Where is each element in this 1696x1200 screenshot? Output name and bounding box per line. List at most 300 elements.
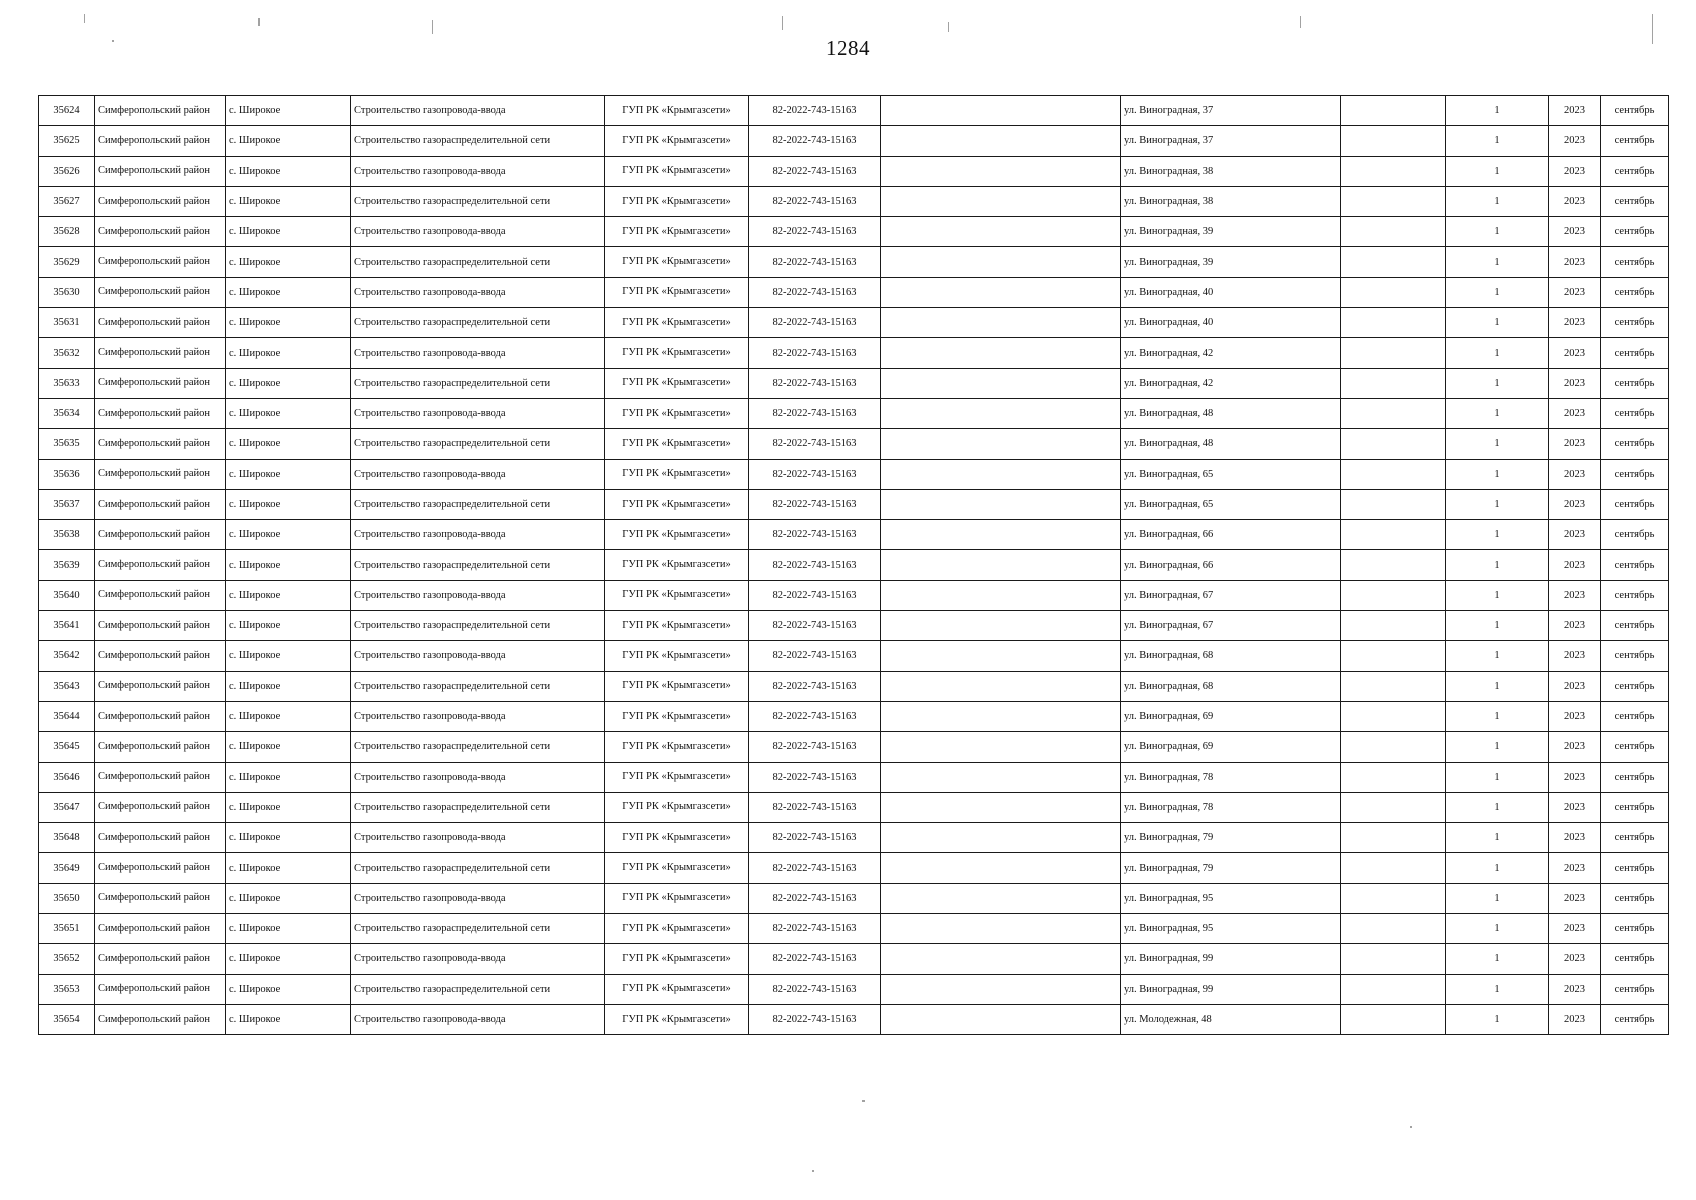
scan-speck: [112, 40, 114, 42]
row-number-cell: 35649: [39, 853, 95, 883]
registry-number-cell: 82-2022-743-15163: [749, 823, 881, 853]
row-number-cell: 35652: [39, 944, 95, 974]
village-cell: с. Широкое: [226, 671, 351, 701]
year-cell: 2023: [1549, 459, 1601, 489]
registry-number-cell: 82-2022-743-15163: [749, 550, 881, 580]
village-cell: с. Широкое: [226, 247, 351, 277]
empty-cell: [1341, 459, 1446, 489]
registry-number-cell: 82-2022-743-15163: [749, 96, 881, 126]
empty-cell: [881, 156, 1121, 186]
quantity-cell: 1: [1446, 459, 1549, 489]
village-cell: с. Широкое: [226, 580, 351, 610]
empty-cell: [881, 247, 1121, 277]
month-cell: сентябрь: [1601, 217, 1669, 247]
empty-cell: [1341, 580, 1446, 610]
table-row: [39, 186, 1669, 216]
scan-speck: [812, 1170, 814, 1172]
table-row: [39, 247, 1669, 277]
quantity-cell: 1: [1446, 398, 1549, 428]
village-cell: с. Широкое: [226, 550, 351, 580]
quantity-cell: 1: [1446, 732, 1549, 762]
year-cell: 2023: [1549, 156, 1601, 186]
address-cell: ул. Виноградная, 68: [1121, 671, 1341, 701]
organization-cell: ГУП РК «Крымгазсети»: [605, 429, 749, 459]
district-cell: Симферопольский район: [95, 459, 226, 489]
organization-cell: ГУП РК «Крымгазсети»: [605, 308, 749, 338]
registry-number-cell: 82-2022-743-15163: [749, 944, 881, 974]
quantity-cell: 1: [1446, 308, 1549, 338]
table-row: [39, 429, 1669, 459]
work-type-cell: Строительство газопровода-ввода: [351, 641, 605, 671]
table-row: [39, 641, 1669, 671]
scan-speck: [84, 14, 85, 23]
work-type-cell: Строительство газораспределительной сети: [351, 489, 605, 519]
empty-cell: [1341, 762, 1446, 792]
scan-speck: [432, 20, 433, 34]
address-cell: ул. Виноградная, 37: [1121, 96, 1341, 126]
address-cell: ул. Виноградная, 40: [1121, 308, 1341, 338]
registry-body: [39, 96, 1669, 1035]
year-cell: 2023: [1549, 398, 1601, 428]
table-row: [39, 520, 1669, 550]
empty-cell: [1341, 489, 1446, 519]
quantity-cell: 1: [1446, 914, 1549, 944]
organization-cell: ГУП РК «Крымгазсети»: [605, 126, 749, 156]
empty-cell: [1341, 853, 1446, 883]
empty-cell: [1341, 1004, 1446, 1034]
year-cell: 2023: [1549, 247, 1601, 277]
month-cell: сентябрь: [1601, 944, 1669, 974]
year-cell: 2023: [1549, 186, 1601, 216]
work-type-cell: Строительство газораспределительной сети: [351, 186, 605, 216]
village-cell: с. Широкое: [226, 217, 351, 247]
month-cell: сентябрь: [1601, 611, 1669, 641]
month-cell: сентябрь: [1601, 914, 1669, 944]
row-number-cell: 35651: [39, 914, 95, 944]
empty-cell: [1341, 974, 1446, 1004]
year-cell: 2023: [1549, 308, 1601, 338]
work-type-cell: Строительство газопровода-ввода: [351, 459, 605, 489]
district-cell: Симферопольский район: [95, 217, 226, 247]
quantity-cell: 1: [1446, 338, 1549, 368]
row-number-cell: 35635: [39, 429, 95, 459]
year-cell: 2023: [1549, 217, 1601, 247]
organization-cell: ГУП РК «Крымгазсети»: [605, 217, 749, 247]
table-row: [39, 398, 1669, 428]
month-cell: сентябрь: [1601, 762, 1669, 792]
empty-cell: [1341, 186, 1446, 216]
table-row: [39, 883, 1669, 913]
address-cell: ул. Молодежная, 48: [1121, 1004, 1341, 1034]
organization-cell: ГУП РК «Крымгазсети»: [605, 792, 749, 822]
empty-cell: [1341, 641, 1446, 671]
district-cell: Симферопольский район: [95, 641, 226, 671]
year-cell: 2023: [1549, 1004, 1601, 1034]
row-number-cell: 35646: [39, 762, 95, 792]
district-cell: Симферопольский район: [95, 732, 226, 762]
empty-cell: [881, 641, 1121, 671]
table-row: [39, 489, 1669, 519]
quantity-cell: 1: [1446, 1004, 1549, 1034]
organization-cell: ГУП РК «Крымгазсети»: [605, 520, 749, 550]
work-type-cell: Строительство газораспределительной сети: [351, 792, 605, 822]
table-row: [39, 338, 1669, 368]
quantity-cell: 1: [1446, 823, 1549, 853]
table-row: [39, 126, 1669, 156]
work-type-cell: Строительство газопровода-ввода: [351, 338, 605, 368]
registry-number-cell: 82-2022-743-15163: [749, 308, 881, 338]
work-type-cell: Строительство газопровода-ввода: [351, 883, 605, 913]
organization-cell: ГУП РК «Крымгазсети»: [605, 459, 749, 489]
village-cell: с. Широкое: [226, 338, 351, 368]
empty-cell: [1341, 611, 1446, 641]
empty-cell: [1341, 247, 1446, 277]
village-cell: с. Широкое: [226, 883, 351, 913]
village-cell: с. Широкое: [226, 611, 351, 641]
organization-cell: ГУП РК «Крымгазсети»: [605, 611, 749, 641]
village-cell: с. Широкое: [226, 429, 351, 459]
work-type-cell: Строительство газопровода-ввода: [351, 156, 605, 186]
empty-cell: [881, 96, 1121, 126]
year-cell: 2023: [1549, 338, 1601, 368]
quantity-cell: 1: [1446, 671, 1549, 701]
quantity-cell: 1: [1446, 186, 1549, 216]
empty-cell: [1341, 338, 1446, 368]
table-row: [39, 792, 1669, 822]
district-cell: Симферопольский район: [95, 520, 226, 550]
work-type-cell: Строительство газораспределительной сети: [351, 611, 605, 641]
month-cell: сентябрь: [1601, 398, 1669, 428]
registry-number-cell: 82-2022-743-15163: [749, 429, 881, 459]
village-cell: с. Широкое: [226, 186, 351, 216]
organization-cell: ГУП РК «Крымгазсети»: [605, 914, 749, 944]
registry-number-cell: 82-2022-743-15163: [749, 580, 881, 610]
row-number-cell: 35636: [39, 459, 95, 489]
district-cell: Симферопольский район: [95, 974, 226, 1004]
month-cell: сентябрь: [1601, 580, 1669, 610]
district-cell: Симферопольский район: [95, 550, 226, 580]
registry-table: [38, 95, 1669, 1035]
address-cell: ул. Виноградная, 79: [1121, 853, 1341, 883]
month-cell: сентябрь: [1601, 974, 1669, 1004]
organization-cell: ГУП РК «Крымгазсети»: [605, 974, 749, 1004]
address-cell: ул. Виноградная, 48: [1121, 429, 1341, 459]
year-cell: 2023: [1549, 96, 1601, 126]
registry-number-cell: 82-2022-743-15163: [749, 641, 881, 671]
organization-cell: ГУП РК «Крымгазсети»: [605, 641, 749, 671]
table-row: [39, 974, 1669, 1004]
organization-cell: ГУП РК «Крымгазсети»: [605, 247, 749, 277]
district-cell: Симферопольский район: [95, 792, 226, 822]
year-cell: 2023: [1549, 520, 1601, 550]
empty-cell: [881, 792, 1121, 822]
registry-number-cell: 82-2022-743-15163: [749, 489, 881, 519]
district-cell: Симферопольский район: [95, 96, 226, 126]
table-row: [39, 550, 1669, 580]
registry-number-cell: 82-2022-743-15163: [749, 853, 881, 883]
scan-speck: [1300, 16, 1301, 28]
empty-cell: [1341, 732, 1446, 762]
village-cell: с. Широкое: [226, 792, 351, 822]
district-cell: Симферопольский район: [95, 853, 226, 883]
address-cell: ул. Виноградная, 39: [1121, 247, 1341, 277]
empty-cell: [881, 823, 1121, 853]
table-row: [39, 611, 1669, 641]
month-cell: сентябрь: [1601, 671, 1669, 701]
organization-cell: ГУП РК «Крымгазсети»: [605, 338, 749, 368]
quantity-cell: 1: [1446, 974, 1549, 1004]
empty-cell: [881, 611, 1121, 641]
month-cell: сентябрь: [1601, 883, 1669, 913]
table-row: [39, 853, 1669, 883]
empty-cell: [881, 914, 1121, 944]
address-cell: ул. Виноградная, 48: [1121, 398, 1341, 428]
work-type-cell: Строительство газораспределительной сети: [351, 429, 605, 459]
work-type-cell: Строительство газораспределительной сети: [351, 671, 605, 701]
address-cell: ул. Виноградная, 65: [1121, 489, 1341, 519]
village-cell: с. Широкое: [226, 520, 351, 550]
village-cell: с. Широкое: [226, 459, 351, 489]
month-cell: сентябрь: [1601, 459, 1669, 489]
organization-cell: ГУП РК «Крымгазсети»: [605, 823, 749, 853]
village-cell: с. Широкое: [226, 308, 351, 338]
registry-number-cell: 82-2022-743-15163: [749, 762, 881, 792]
scan-speck: [1410, 1126, 1412, 1128]
row-number-cell: 35628: [39, 217, 95, 247]
work-type-cell: Строительство газопровода-ввода: [351, 580, 605, 610]
registry-number-cell: 82-2022-743-15163: [749, 701, 881, 731]
row-number-cell: 35630: [39, 277, 95, 307]
village-cell: с. Широкое: [226, 489, 351, 519]
district-cell: Симферопольский район: [95, 277, 226, 307]
district-cell: Симферопольский район: [95, 126, 226, 156]
registry-number-cell: 82-2022-743-15163: [749, 1004, 881, 1034]
organization-cell: ГУП РК «Крымгазсети»: [605, 762, 749, 792]
month-cell: сентябрь: [1601, 368, 1669, 398]
quantity-cell: 1: [1446, 277, 1549, 307]
year-cell: 2023: [1549, 580, 1601, 610]
organization-cell: ГУП РК «Крымгазсети»: [605, 398, 749, 428]
registry-number-cell: 82-2022-743-15163: [749, 277, 881, 307]
empty-cell: [1341, 217, 1446, 247]
quantity-cell: 1: [1446, 883, 1549, 913]
work-type-cell: Строительство газопровода-ввода: [351, 520, 605, 550]
row-number-cell: 35653: [39, 974, 95, 1004]
month-cell: сентябрь: [1601, 277, 1669, 307]
registry-number-cell: 82-2022-743-15163: [749, 914, 881, 944]
quantity-cell: 1: [1446, 580, 1549, 610]
empty-cell: [1341, 550, 1446, 580]
table-row: [39, 459, 1669, 489]
district-cell: Симферопольский район: [95, 1004, 226, 1034]
empty-cell: [1341, 429, 1446, 459]
district-cell: Симферопольский район: [95, 671, 226, 701]
month-cell: сентябрь: [1601, 1004, 1669, 1034]
work-type-cell: Строительство газораспределительной сети: [351, 247, 605, 277]
address-cell: ул. Виноградная, 37: [1121, 126, 1341, 156]
address-cell: ул. Виноградная, 42: [1121, 368, 1341, 398]
scan-speck: [1652, 14, 1653, 44]
address-cell: ул. Виноградная, 38: [1121, 156, 1341, 186]
month-cell: сентябрь: [1601, 429, 1669, 459]
quantity-cell: 1: [1446, 792, 1549, 822]
work-type-cell: Строительство газопровода-ввода: [351, 1004, 605, 1034]
address-cell: ул. Виноградная, 66: [1121, 520, 1341, 550]
registry-number-cell: 82-2022-743-15163: [749, 186, 881, 216]
organization-cell: ГУП РК «Крымгазсети»: [605, 489, 749, 519]
empty-cell: [1341, 126, 1446, 156]
empty-cell: [881, 429, 1121, 459]
address-cell: ул. Виноградная, 69: [1121, 701, 1341, 731]
month-cell: сентябрь: [1601, 853, 1669, 883]
month-cell: сентябрь: [1601, 792, 1669, 822]
page-number: 1284: [826, 36, 870, 60]
row-number-cell: 35627: [39, 186, 95, 216]
work-type-cell: Строительство газораспределительной сети: [351, 368, 605, 398]
empty-cell: [1341, 823, 1446, 853]
village-cell: с. Широкое: [226, 823, 351, 853]
row-number-cell: 35637: [39, 489, 95, 519]
row-number-cell: 35647: [39, 792, 95, 822]
empty-cell: [881, 186, 1121, 216]
registry-number-cell: 82-2022-743-15163: [749, 126, 881, 156]
quantity-cell: 1: [1446, 156, 1549, 186]
address-cell: ул. Виноградная, 68: [1121, 641, 1341, 671]
year-cell: 2023: [1549, 944, 1601, 974]
empty-cell: [1341, 398, 1446, 428]
organization-cell: ГУП РК «Крымгазсети»: [605, 368, 749, 398]
table-row: [39, 701, 1669, 731]
village-cell: с. Широкое: [226, 398, 351, 428]
empty-cell: [881, 701, 1121, 731]
organization-cell: ГУП РК «Крымгазсети»: [605, 853, 749, 883]
year-cell: 2023: [1549, 429, 1601, 459]
organization-cell: ГУП РК «Крымгазсети»: [605, 156, 749, 186]
address-cell: ул. Виноградная, 42: [1121, 338, 1341, 368]
quantity-cell: 1: [1446, 944, 1549, 974]
address-cell: ул. Виноградная, 79: [1121, 823, 1341, 853]
empty-cell: [1341, 701, 1446, 731]
registry-number-cell: 82-2022-743-15163: [749, 459, 881, 489]
table-row: [39, 944, 1669, 974]
empty-cell: [881, 398, 1121, 428]
organization-cell: ГУП РК «Крымгазсети»: [605, 883, 749, 913]
registry-number-cell: 82-2022-743-15163: [749, 156, 881, 186]
row-number-cell: 35631: [39, 308, 95, 338]
quantity-cell: 1: [1446, 368, 1549, 398]
empty-cell: [1341, 520, 1446, 550]
village-cell: с. Широкое: [226, 277, 351, 307]
month-cell: сентябрь: [1601, 732, 1669, 762]
table-row: [39, 914, 1669, 944]
year-cell: 2023: [1549, 277, 1601, 307]
organization-cell: ГУП РК «Крымгазсети»: [605, 186, 749, 216]
table-row: [39, 823, 1669, 853]
organization-cell: ГУП РК «Крымгазсети»: [605, 1004, 749, 1034]
organization-cell: ГУП РК «Крымгазсети»: [605, 732, 749, 762]
month-cell: сентябрь: [1601, 247, 1669, 277]
empty-cell: [1341, 277, 1446, 307]
quantity-cell: 1: [1446, 126, 1549, 156]
address-cell: ул. Виноградная, 99: [1121, 944, 1341, 974]
registry-number-cell: 82-2022-743-15163: [749, 792, 881, 822]
row-number-cell: 35632: [39, 338, 95, 368]
table-row: [39, 368, 1669, 398]
row-number-cell: 35642: [39, 641, 95, 671]
empty-cell: [881, 520, 1121, 550]
organization-cell: ГУП РК «Крымгазсети»: [605, 550, 749, 580]
table-row: [39, 1004, 1669, 1034]
scan-speck: [782, 16, 783, 30]
organization-cell: ГУП РК «Крымгазсети»: [605, 580, 749, 610]
year-cell: 2023: [1549, 671, 1601, 701]
row-number-cell: 35624: [39, 96, 95, 126]
empty-cell: [881, 338, 1121, 368]
registry-number-cell: 82-2022-743-15163: [749, 247, 881, 277]
address-cell: ул. Виноградная, 40: [1121, 277, 1341, 307]
empty-cell: [881, 126, 1121, 156]
work-type-cell: Строительство газораспределительной сети: [351, 126, 605, 156]
district-cell: Симферопольский район: [95, 156, 226, 186]
month-cell: сентябрь: [1601, 550, 1669, 580]
table-row: [39, 671, 1669, 701]
year-cell: 2023: [1549, 701, 1601, 731]
district-cell: Симферопольский район: [95, 338, 226, 368]
village-cell: с. Широкое: [226, 126, 351, 156]
empty-cell: [1341, 368, 1446, 398]
quantity-cell: 1: [1446, 550, 1549, 580]
empty-cell: [881, 883, 1121, 913]
row-number-cell: 35625: [39, 126, 95, 156]
registry-number-cell: 82-2022-743-15163: [749, 883, 881, 913]
empty-cell: [881, 368, 1121, 398]
work-type-cell: Строительство газопровода-ввода: [351, 701, 605, 731]
quantity-cell: 1: [1446, 96, 1549, 126]
table-row: [39, 217, 1669, 247]
row-number-cell: 35626: [39, 156, 95, 186]
registry-number-cell: 82-2022-743-15163: [749, 520, 881, 550]
quantity-cell: 1: [1446, 247, 1549, 277]
village-cell: с. Широкое: [226, 1004, 351, 1034]
empty-cell: [881, 308, 1121, 338]
month-cell: сентябрь: [1601, 126, 1669, 156]
year-cell: 2023: [1549, 914, 1601, 944]
address-cell: ул. Виноградная, 69: [1121, 732, 1341, 762]
address-cell: ул. Виноградная, 95: [1121, 883, 1341, 913]
month-cell: сентябрь: [1601, 96, 1669, 126]
year-cell: 2023: [1549, 853, 1601, 883]
year-cell: 2023: [1549, 368, 1601, 398]
empty-cell: [881, 1004, 1121, 1034]
village-cell: с. Широкое: [226, 762, 351, 792]
registry-number-cell: 82-2022-743-15163: [749, 974, 881, 1004]
table-row: [39, 762, 1669, 792]
year-cell: 2023: [1549, 732, 1601, 762]
work-type-cell: Строительство газопровода-ввода: [351, 217, 605, 247]
registry-number-cell: 82-2022-743-15163: [749, 611, 881, 641]
registry-number-cell: 82-2022-743-15163: [749, 217, 881, 247]
year-cell: 2023: [1549, 641, 1601, 671]
quantity-cell: 1: [1446, 853, 1549, 883]
month-cell: сентябрь: [1601, 641, 1669, 671]
row-number-cell: 35650: [39, 883, 95, 913]
empty-cell: [881, 217, 1121, 247]
table-row: [39, 96, 1669, 126]
district-cell: Симферопольский район: [95, 823, 226, 853]
work-type-cell: Строительство газораспределительной сети: [351, 550, 605, 580]
row-number-cell: 35634: [39, 398, 95, 428]
month-cell: сентябрь: [1601, 186, 1669, 216]
